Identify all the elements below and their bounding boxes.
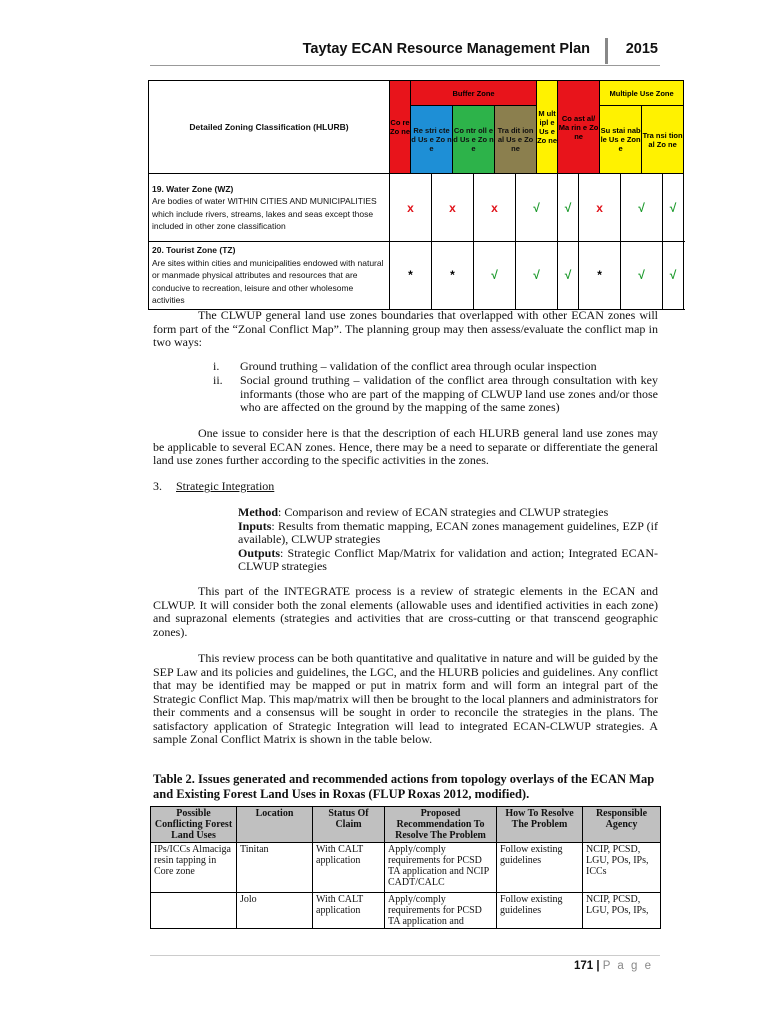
table-cell: With CALT application [313, 893, 385, 929]
col-header: Location [237, 807, 313, 843]
mark-cell: √ [516, 174, 558, 242]
mark-cell: √ [558, 174, 579, 242]
mark-cell: √ [621, 174, 663, 242]
forest-land-use-table [150, 806, 661, 929]
col-header: Possible Conflicting Forest Land Uses [151, 807, 237, 843]
table-row [151, 893, 661, 929]
multiple-use-short-header: M ult ipl e Us e Zo ne [537, 81, 558, 174]
table-row [151, 843, 661, 893]
table2-caption: Table 2. Issues generated and recommended actions from topology overlays of the ECAN Map and Existing Forest Land Uses in Roxas (FLUP Roxas 2012, modified). [153, 772, 655, 801]
table-cell [151, 893, 237, 929]
table-header-row [151, 807, 661, 843]
controlled-use-header: Co ntr oll ed Us e Zo ne [453, 106, 495, 174]
header-rule [150, 65, 660, 66]
col-header: Responsible Agency [583, 807, 661, 843]
paragraph-hlurb-issue: One issue to consider here is that the description of each HLURB general land use zones may be applicable to several ECAN zones. Hence, there may be a need to separate or differentiate the general land use zones further according to the specific activities in the zones. [153, 426, 658, 467]
paragraph-integrate: This part of the INTEGRATE process is a review of strategic elements in the ECAN and CLWUP. It will consider both the zonal elements (allowable uses and identified activities in each zone) and suprazonal elements (strategies and activities that are cross-cutting or that transcend geographic zones). [153, 584, 658, 639]
mark-cell: * [432, 242, 474, 310]
method-label: Method [238, 505, 278, 519]
zone-description [149, 174, 390, 242]
zone-row [149, 242, 684, 310]
traditional-use-header: Tra dit ion al Us e Zo ne [495, 106, 537, 174]
zone-desc-text: Are sites within cities and municipalities endowed with natural or manmade physical attributes and resources that are conducive to recreation, leisure and other wholesome activities [152, 257, 384, 305]
mark-cell: * [579, 242, 621, 310]
list-item-social-ground-truthing: Social ground truthing – validation of the conflict area through consultation with key informants (those who are part of the mapping of CLWUP land use zones and/or those who are affected on the ground by the mapping of the same zones) [240, 373, 658, 414]
table-cell: Apply/comply requirements for PCSD TA application and [385, 893, 497, 929]
section-number: 3. [153, 479, 162, 493]
core-zone-header: Co re Zo ne [390, 81, 411, 174]
header-divider [605, 38, 608, 64]
outputs-text: : Strategic Conflict Map/Matrix for validation and action; Integrated ECAN-CLWUP strategies [238, 545, 658, 573]
special-zone-header: Co ast al/ Ma rin e Zo ne [558, 81, 600, 174]
list-item-ground-truthing: Ground truthing – validation of the conflict area through ocular inspection [240, 359, 597, 373]
table-cell: NCIP, PCSD, LGU, POs, IPs, [583, 893, 661, 929]
multiple-use-zone-header: Multiple Use Zone [600, 81, 684, 106]
inputs-text: : Results from thematic mapping, ECAN zones management guidelines, EZP (if available), CLWUP strategies [238, 518, 658, 546]
paragraph-review-process: This review process can be both quantitative and qualitative in nature and will be guided by the SEP Law and its policies and guidelines, the LGC, and the HLURB policies and guidelines. Any conflict that may be identified may be mapped or put in matrix form and will form an integral part of the Strategic Conflict Map. This map/matrix will then be brought to the local planners and administrators for their comments and a consensus will be sought in order to reconcile the strategies in the plans. The satisfactory application of Strategic Integration will lead to integrated ECAN-CLWUP strategies. A sample Zonal Conflict Matrix is shown in the table below. [153, 651, 658, 746]
mark-cell: x [390, 174, 432, 242]
zone-title: 19. Water Zone (WZ) [152, 183, 234, 194]
mark-cell: √ [663, 242, 684, 310]
footer-rule [150, 955, 660, 956]
table-cell: NCIP, PCSD, LGU, POs, IPs, ICCs [583, 843, 661, 893]
zoning-corner-header: Detailed Zoning Classification (HLURB) [149, 81, 390, 174]
col-header: How To Resolve The Problem [497, 807, 583, 843]
method-text: : Comparison and review of ECAN strategies and CLWUP strategies [278, 505, 609, 519]
mark-cell: √ [516, 242, 558, 310]
zoning-table [148, 80, 684, 310]
method-block [238, 506, 658, 574]
zone-description [149, 242, 390, 310]
mark-cell: √ [474, 242, 516, 310]
table-cell: Follow existing guidelines [497, 893, 583, 929]
paragraph-clwup: The CLWUP general land use zones boundaries that overlapped with other ECAN zones will form part of the “Zonal Conflict Map”. The planning group may then assess/evaluate the conflict map in two ways: [153, 308, 658, 349]
mark-cell: √ [558, 242, 579, 310]
col-header: Status Of Claim [313, 807, 385, 843]
header-title: Taytay ECAN Resource Management Plan [302, 41, 590, 57]
table-cell: Jolo [237, 893, 313, 929]
page-number: 171 [573, 960, 594, 972]
outputs-label: Outputs [238, 545, 281, 560]
page-header [150, 38, 660, 66]
table-cell: IPs/ICCs Almaciga resin tapping in Core zone [151, 843, 237, 893]
section-title: Strategic Integration [176, 479, 275, 493]
inputs-label: Inputs [238, 518, 272, 533]
list-number: i. [213, 359, 220, 373]
page-word: P a g e [602, 960, 653, 972]
mark-cell: x [579, 174, 621, 242]
mark-cell: * [390, 242, 432, 310]
table-cell: Apply/comply requirements for PCSD TA application and NCIP CADT/CALC [385, 843, 497, 893]
header-year: 2015 [625, 41, 658, 57]
sustainable-use-header: Su stai nable Us e Zone [600, 106, 642, 174]
zone-desc-text: Are bodies of water WITHIN CITIES AND MUNICIPALITIES which include rivers, streams, lakes and seas except those included in other zone classification [152, 196, 377, 231]
zone-title: 20. Tourist Zone (TZ) [152, 245, 236, 255]
footer-separator: | [596, 960, 600, 972]
restricted-use-header: Re stri cte d Us e Zo ne [411, 106, 453, 174]
zone-row [149, 174, 684, 242]
mark-cell: x [432, 174, 474, 242]
page-footer [574, 960, 653, 972]
mark-cell: √ [621, 242, 663, 310]
table-cell: Tinitan [237, 843, 313, 893]
table-cell: Follow existing guidelines [497, 843, 583, 893]
col-header: Proposed Recommendation To Resolve The Problem [385, 807, 497, 843]
mark-cell: √ [663, 174, 684, 242]
list-number: ii. [213, 373, 223, 387]
buffer-zone-header: Buffer Zone [411, 81, 537, 106]
transitional-zone-header: Tra nsi tion al Zo ne [642, 106, 684, 174]
table-cell: With CALT application [313, 843, 385, 893]
mark-cell: x [474, 174, 516, 242]
